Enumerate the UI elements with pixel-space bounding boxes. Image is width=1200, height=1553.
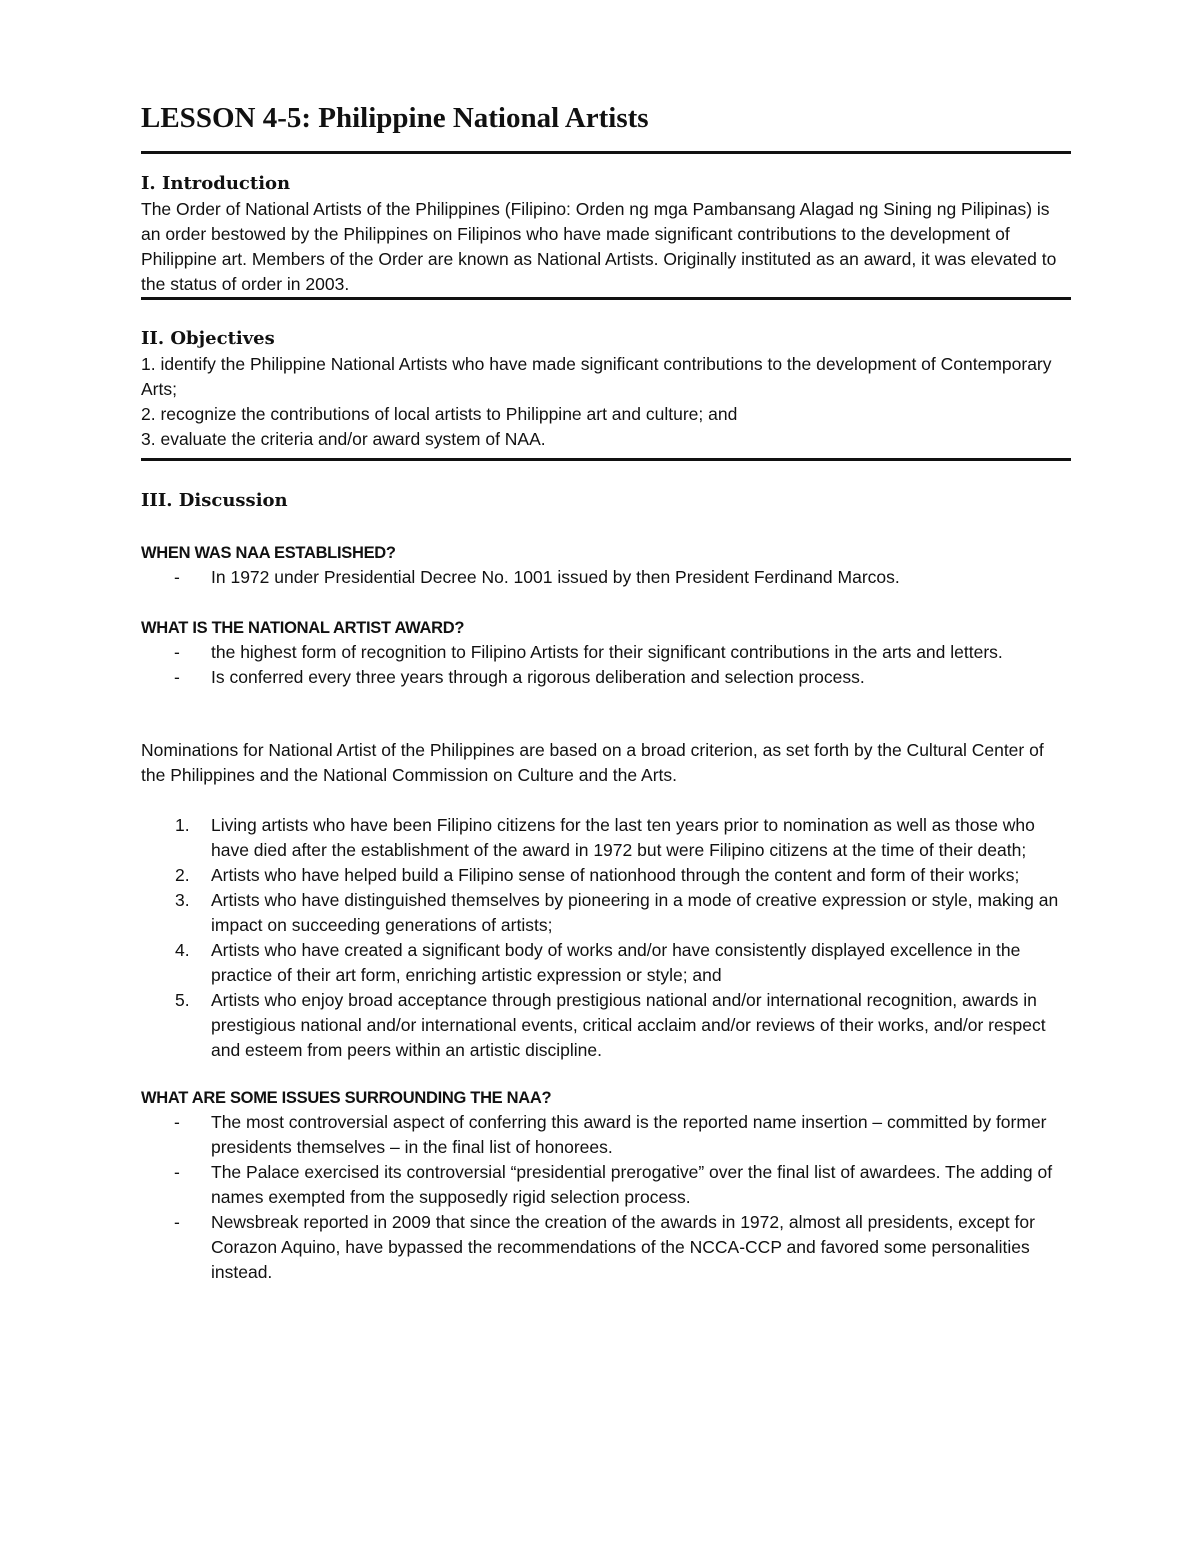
list-item: 1. Living artists who have been Filipino citizens for the last ten years prior to nomination as well as those who have died after the establishment of the award in 1972 but were Filipino citizens at the time of their death; [175, 815, 1035, 860]
objective-item: 3. evaluate the criteria and/or award system of NAA. [141, 429, 546, 449]
question-national-artist-award: WHAT IS THE NATIONAL ARTIST AWARD? [141, 619, 465, 637]
lesson-title: LESSON 4-5: Philippine National Artists [141, 102, 649, 134]
document-content [141, 100, 1071, 1285]
list-item: 3. Artists who have distinguished themselves by pioneering in a mode of creative expression or style, making an impact on succeeding generations of artists; [175, 890, 1059, 935]
answer-list [141, 640, 1071, 690]
list-item: - the highest form of recognition to Filipino Artists for their significant contributions in the arts and letters. [174, 642, 1003, 662]
answer-list [141, 565, 1071, 590]
nominations-text: Nominations for National Artist of the Philippines are based on a broad criterion, as set forth by the Cultural Center of the Philippines and the National Commission on Culture and the Arts. [141, 740, 1044, 785]
objectives-heading: II. Objectives [141, 328, 275, 349]
list-item: - Newsbreak reported in 2009 that since the creation of the awards in 1972, almost all presidents, except for Corazon Aquino, have bypassed the recommendations of the NCCA-CCP and favored some personalities instead. [174, 1212, 1035, 1282]
question-naa-issues: WHAT ARE SOME ISSUES SURROUNDING THE NAA? [141, 1089, 552, 1107]
list-item: - The Palace exercised its controversial “presidential prerogative” over the final list of awardees. The adding of names exempted from the supposedly rigid selection process. [174, 1162, 1053, 1207]
list-item: - In 1972 under Presidential Decree No. 1001 issued by then President Ferdinand Marcos. [174, 567, 900, 587]
title-divider [141, 151, 1071, 154]
list-item: - The most controversial aspect of conferring this award is the reported name insertion – committed by former presidents themselves – in the final list of honorees. [174, 1112, 1047, 1157]
objective-item: 1. identify the Philippine National Artists who have made significant contributions to the development of Contemporary Arts; [141, 354, 1052, 399]
list-item: 5. Artists who enjoy broad acceptance through prestigious national and/or international recognition, awards in prestigious national and/or international events, critical acclaim and/or reviews of their works, and/or respect and esteem from peers within an artistic discipline. [175, 990, 1046, 1060]
list-item: 2. Artists who have helped build a Filipino sense of nationhood through the content and form of their works; [175, 865, 1020, 885]
criteria-list [141, 813, 1071, 1063]
introduction-heading: I. Introduction [141, 173, 291, 194]
list-item: 4. Artists who have created a significant body of works and/or have consistently displayed excellence in the practice of their art form, enriching artistic expression or style; and [175, 940, 1021, 985]
introduction-text: The Order of National Artists of the Philippines (Filipino: Orden ng mga Pambansang Alagad ng Sining ng Pilipinas) is an order bestowed by the Philippines on Filipinos who have made significant contributions to the development of Philippine art. Members of the Order are known as National Artists. Originally instituted as an award, it was elevated to the status of order in 2003. [141, 199, 1057, 294]
question-naa-established: WHEN WAS NAA ESTABLISHED? [141, 544, 396, 562]
list-item: - Is conferred every three years through a rigorous deliberation and selection process. [174, 667, 865, 687]
objective-item: 2. recognize the contributions of local artists to Philippine art and culture; and [141, 404, 738, 424]
discussion-heading: III. Discussion [141, 490, 288, 511]
objectives-divider [141, 458, 1071, 461]
answer-list [141, 1110, 1071, 1285]
introduction-divider [141, 297, 1071, 300]
